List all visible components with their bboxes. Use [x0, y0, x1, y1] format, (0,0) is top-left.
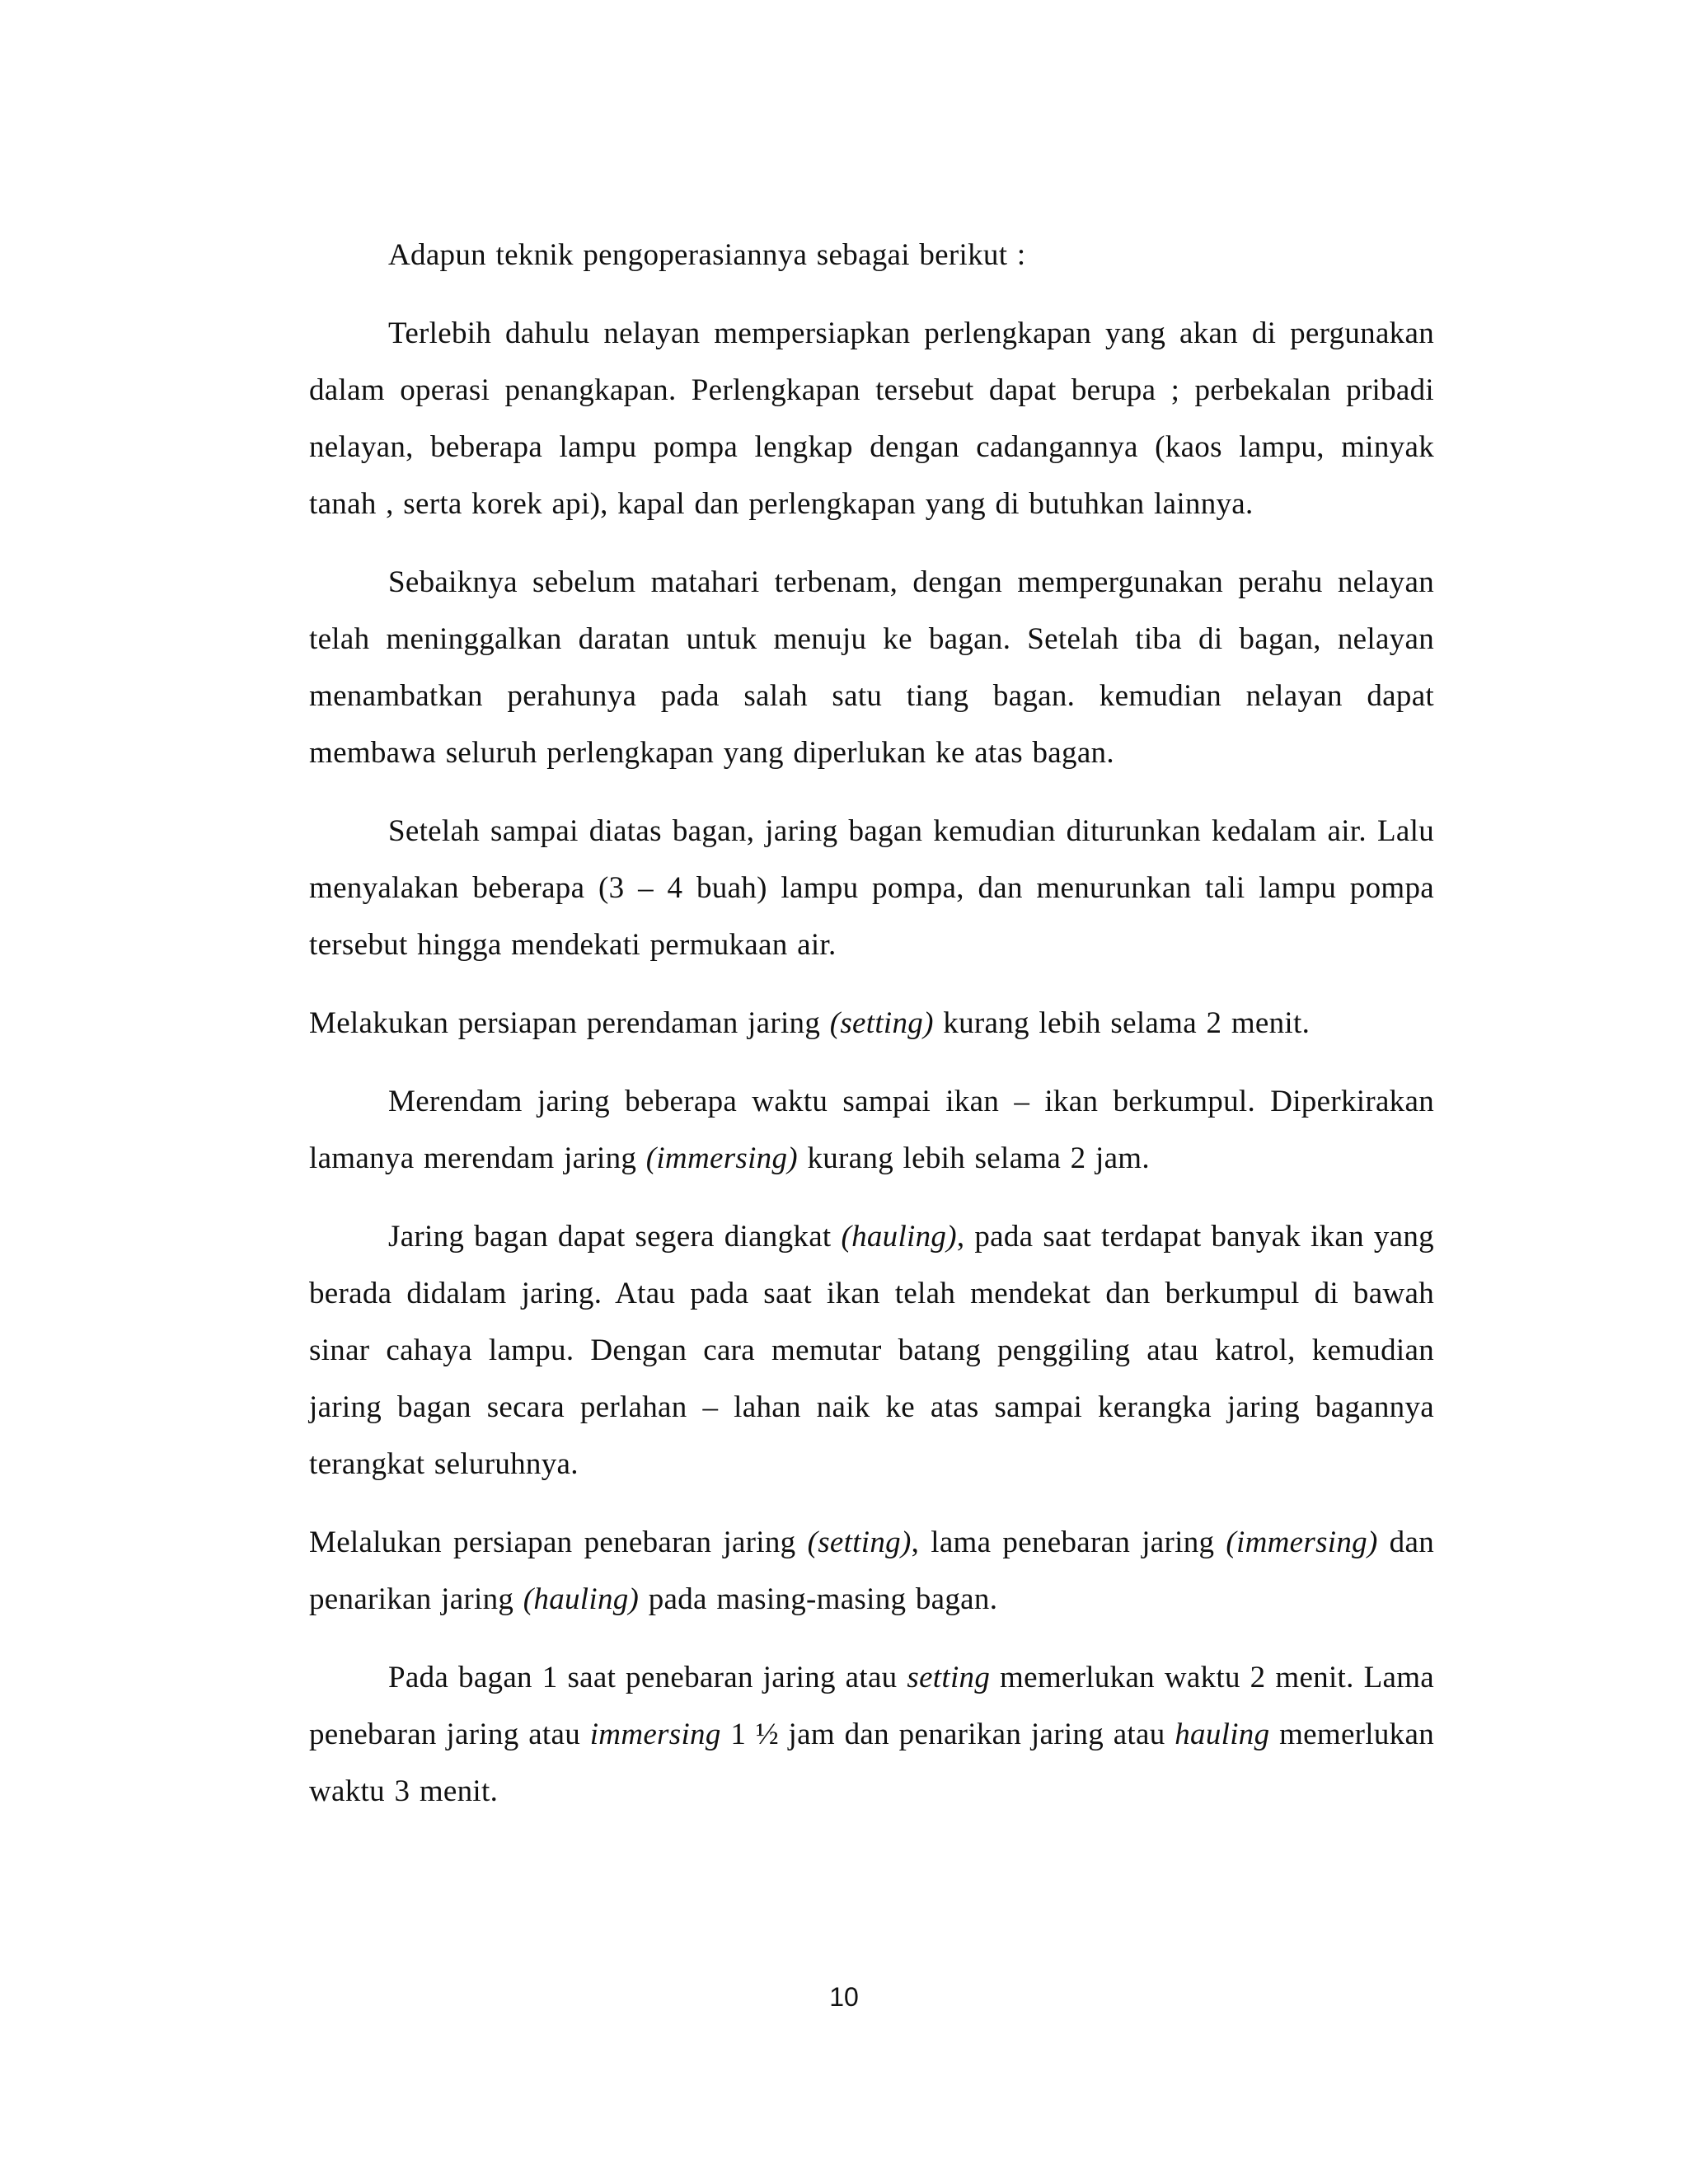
paragraph-bagan-1 [309, 1649, 1434, 1820]
paragraph-lowering-net [309, 803, 1434, 973]
text-segment: Jaring bagan dapat segera diangkat [388, 1220, 842, 1254]
paragraph-preparation [309, 305, 1434, 532]
text-segment: , pada saat terdapat banyak ikan yang berada didalam jaring. Atau pada saat ikan telah mendekat dan berkumpul di bawah sinar cahaya lampu. Dengan cara memutar batang penggiling atau katrol, kemudian jaring bagan secara perlahan – lahan naik ke atas sampai kerangka jaring bagannya terangkat seluruhnya. [309, 1220, 1434, 1481]
paragraph-hauling [309, 1208, 1434, 1493]
text-segment: pada masing-masing bagan. [639, 1582, 998, 1616]
body-text [309, 227, 1434, 1820]
paragraph-departure [309, 554, 1434, 781]
paragraph-immersing [309, 1073, 1434, 1187]
italic-term: (setting) [807, 1526, 912, 1559]
paragraph-intro [309, 227, 1434, 284]
paragraph-departure-text: Sebaiknya sebelum matahari terbenam, dengan mempergunakan perahu nelayan telah meninggalkan daratan untuk menuju ke bagan. Setelah tiba di bagan, nelayan menambatkan perahunya pada salah satu tiang bagan. kemudian nelayan dapat membawa seluruh perlengkapan yang diperlukan ke atas bagan. [309, 565, 1434, 770]
text-segment: memerlukan waktu 2 menit. Lama penebaran jaring atau [309, 1661, 1435, 1751]
text-segment: Melakukan persiapan perendaman jaring [309, 1006, 830, 1040]
paragraph-setting [309, 995, 1434, 1052]
italic-term: (immersing) [1226, 1526, 1378, 1559]
paragraph-observation [309, 1514, 1434, 1628]
italic-term: (setting) [829, 1006, 934, 1040]
italic-term: (immersing) [645, 1141, 798, 1175]
text-segment: memerlukan waktu 3 menit. [309, 1718, 1435, 1808]
italic-term: (hauling) [841, 1220, 957, 1254]
paragraph-intro-text: Adapun teknik pengoperasiannya sebagai berikut : [388, 238, 1026, 272]
text-segment: Pada bagan 1 saat penebaran jaring atau [388, 1661, 907, 1694]
text-segment: , lama penebaran jaring [911, 1526, 1226, 1559]
italic-term: setting [907, 1661, 991, 1694]
text-segment: kurang lebih selama 2 menit. [933, 1006, 1311, 1040]
paragraph-lowering-net-text: Setelah sampai diatas bagan, jaring bagan kemudian diturunkan kedalam air. Lalu menyalakan beberapa (3 – 4 buah) lampu pompa, dan menurunkan tali lampu pompa tersebut hingga mendekati permukaan air. [309, 814, 1434, 962]
paragraph-preparation-text: Terlebih dahulu nelayan mempersiapkan perlengkapan yang akan di pergunakan dalam operasi penangkapan. Perlengkapan tersebut dapat berupa ; perbekalan pribadi nelayan, beberapa lampu pompa lengkap dengan cadangannya (kaos lampu, minyak tanah , serta korek api), kapal dan perlengkapan yang di butuhkan lainnya. [309, 316, 1434, 521]
text-segment: Melalukan persiapan penebaran jaring [309, 1526, 808, 1559]
italic-term: immersing [589, 1718, 721, 1751]
text-segment: kurang lebih selama 2 jam. [797, 1141, 1150, 1175]
italic-term: (hauling) [523, 1582, 640, 1616]
text-segment: dan penarikan jaring [309, 1526, 1435, 1616]
italic-term: hauling [1175, 1718, 1270, 1751]
page-number: 10 [829, 1982, 859, 2012]
text-segment: 1 ½ jam dan penarikan jaring atau [720, 1718, 1175, 1751]
text-segment: Merendam jaring beberapa waktu sampai ikan – ikan berkumpul. Diperkirakan lamanya merendam jaring [309, 1085, 1434, 1175]
